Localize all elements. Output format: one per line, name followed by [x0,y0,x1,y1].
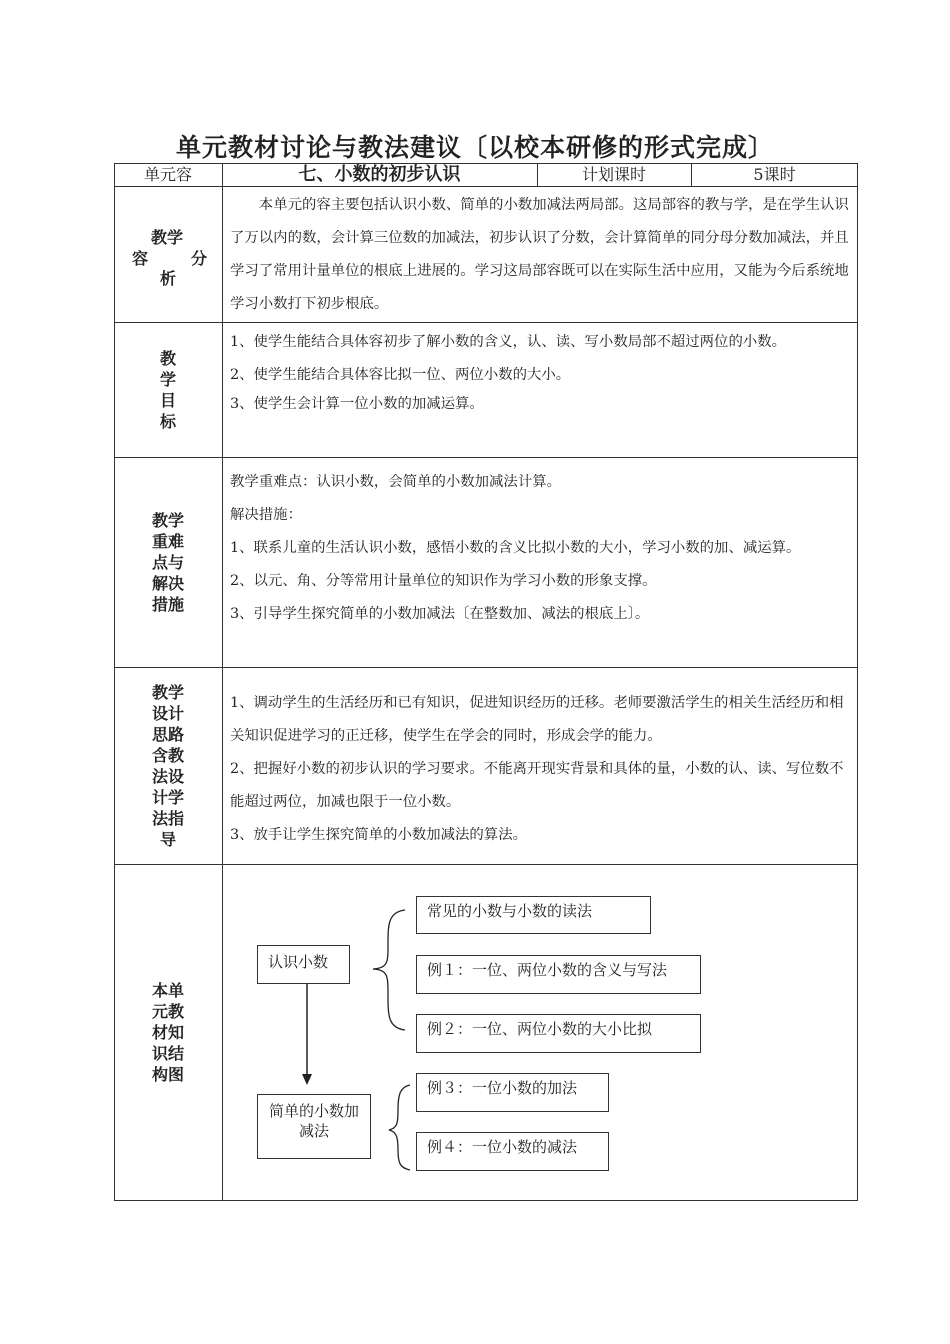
design-item: 2、把握好小数的初步认识的学习要求。不能离开现实背景和具体的量，小数的认、读、写位数不能超过两位，加减也限于一位小数。 [230,761,844,810]
goal-item: 3、使学生会计算一位小数的加减运算。 [230,396,484,412]
goal-item: 2、使学生能结合具体容比拟一位、两位小数的大小。 [230,367,571,383]
analysis-label-mid-left: 容 [132,249,149,268]
difficulties-label: 教学重难点与解决措施 [151,510,184,614]
node-recognize-decimals: 认识小数 [257,945,350,984]
node-decimal-add-sub: 简单的小数加减法 [257,1094,371,1159]
plan-label: 计划课时 [581,165,646,184]
analysis-label-mid-right: 分 [191,249,208,268]
design-label: 教学设计思路含教法设计学法指导 [151,682,184,849]
unit-label: 单元容 [143,165,192,184]
plan-value: 5课时 [753,165,796,184]
measures-label: 解决措施： [230,507,302,523]
upper-brace [373,910,405,1030]
goals-label: 教学目标 [159,348,176,431]
leaf-example-2: 例２：一位、两位小数的大小比拟 [416,1014,701,1053]
analysis-label-bottom: 析 [160,269,177,288]
lower-brace [389,1085,410,1170]
goal-item: 1、使学生能结合具体容初步了解小数的含义，认、读、写小数局部不超过两位的小数。 [230,334,787,350]
leaf-example-4: 例４：一位小数的减法 [416,1132,609,1171]
design-item: 3、放手让学生探究简单的小数加减法的算法。 [230,827,527,843]
analysis-paragraph: 本单元的容主要包括认识小数、简单的小数加减法两局部。这局部容的教与学，是在学生认识了万以内的数，会计算三位数的加减法，初步认识了分数，会计算简单的同分母分数加减法，并且学习了常用计量单位的根底上进展的。学习这局部容既可以在实际生活中应用，又能为今后系统地学习小数打下初步根底。 [230,197,849,312]
unit-name: 七、小数的初步认识 [298,164,461,185]
leaf-example-3: 例３：一位小数的加法 [416,1073,609,1112]
design-item: 1、调动学生的生活经历和已有知识，促进知识经历的迁移。老师要激活学生的相关生活经历和相关知识促进学习的正迁移，使学生在学会的同时，形成会学的能力。 [230,695,844,744]
analysis-label-top: 教学 [151,228,184,247]
leaf-example-1: 例１：一位、两位小数的含义与写法 [416,955,701,994]
page-title: 单元教材讨论与教法建议〔以校本研修的形式完成〕 [175,133,774,162]
measure-item: 3、引导学生探究简单的小数加减法〔在整数加、减法的根底上〕。 [230,606,650,622]
key-points: 教学重难点：认识小数，会简单的小数加减法计算。 [230,474,561,490]
leaf-common-decimals: 常见的小数与小数的读法 [416,896,651,934]
structure-label: 本单元教材知识结构图 [151,981,184,1084]
measure-item: 2、以元、角、分等常用计量单位的知识作为学习小数的形象支撑。 [230,573,657,589]
measure-item: 1、联系儿童的生活认识小数，感悟小数的含义比拟小数的大小，学习小数的加、减运算。 [230,540,801,556]
arrow-head [302,1074,312,1085]
